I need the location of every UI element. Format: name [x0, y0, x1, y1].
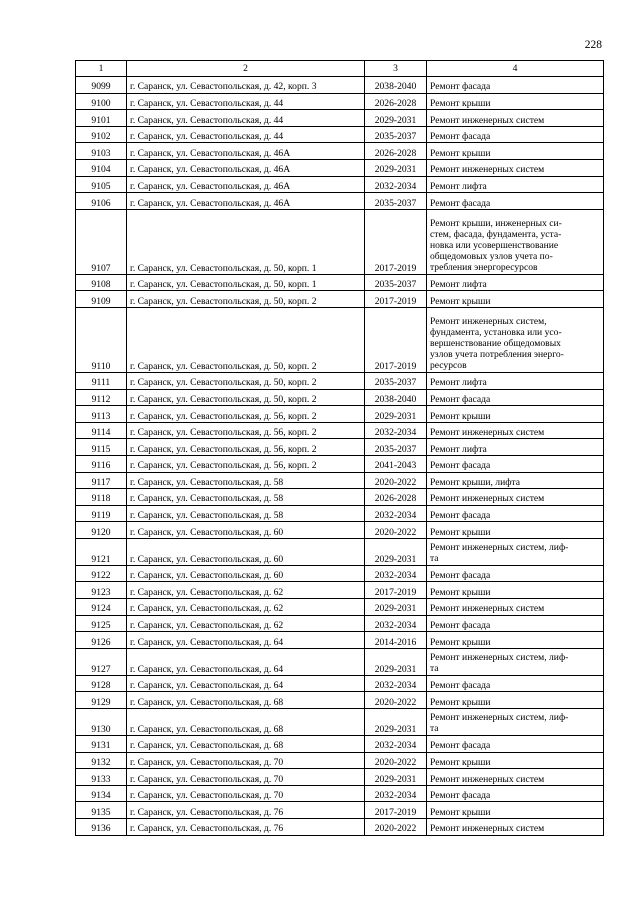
work-type-line: та	[430, 552, 439, 564]
table-row	[76, 615, 604, 632]
row-number-cell: 9115	[76, 439, 127, 456]
work-type-line: вершенствование общедомовых	[430, 338, 561, 350]
work-type-cell	[427, 126, 604, 143]
years-cell: 2020-2022	[365, 752, 427, 769]
table-row	[76, 522, 604, 539]
address-cell: г. Саранск, ул. Севастопольская, д. 60	[127, 538, 365, 565]
table-row	[76, 209, 604, 274]
years-cell: 2017-2019	[365, 802, 427, 819]
years-cell: 2035-2037	[365, 193, 427, 210]
address-cell: г. Саранск, ул. Севастопольская, д. 60	[127, 522, 365, 539]
work-type-cell	[427, 692, 604, 709]
address-cell: г. Саранск, ул. Севастопольская, д. 62	[127, 615, 365, 632]
work-type-cell	[427, 389, 604, 406]
table-row	[76, 752, 604, 769]
years-cell: 2029-2031	[365, 599, 427, 616]
row-number-cell: 9128	[76, 675, 127, 692]
work-type-line: Ремонт фасада	[430, 393, 491, 405]
years-cell: 2035-2037	[365, 126, 427, 143]
work-type-line: требления энергоресурсов	[430, 261, 538, 273]
row-number-cell: 9122	[76, 565, 127, 582]
work-type-line: стем, фасада, фундамента, уста-	[430, 229, 562, 241]
work-type-cell	[427, 648, 604, 675]
row-number-cell: 9111	[76, 372, 127, 389]
address-cell: г. Саранск, ул. Севастопольская, д. 76	[127, 802, 365, 819]
row-number-cell: 9117	[76, 472, 127, 489]
column-header-address: 2	[127, 61, 365, 77]
row-number-cell: 9120	[76, 522, 127, 539]
years-cell: 2035-2037	[365, 372, 427, 389]
work-type-line: Ремонт фасада	[430, 460, 491, 472]
work-type-cell	[427, 422, 604, 439]
work-type-cell	[427, 538, 604, 565]
row-number-cell: 9110	[76, 307, 127, 372]
work-type-line: Ремонт крыши	[430, 757, 491, 769]
years-cell: 2017-2019	[365, 582, 427, 599]
row-number-cell: 9130	[76, 709, 127, 736]
row-number-cell: 9099	[76, 77, 127, 94]
work-type-line: новка или усовершенствование	[430, 240, 559, 252]
work-type-cell	[427, 93, 604, 110]
address-cell: г. Саранск, ул. Севастопольская, д. 50, корп. 2	[127, 291, 365, 308]
address-cell: г. Саранск, ул. Севастопольская, д. 46А	[127, 143, 365, 160]
years-cell: 2017-2019	[365, 291, 427, 308]
table-row	[76, 769, 604, 786]
work-type-cell	[427, 209, 604, 274]
row-number-cell: 9118	[76, 489, 127, 506]
work-type-line: Ремонт крыши	[430, 586, 491, 598]
row-number-cell: 9132	[76, 752, 127, 769]
work-type-line: Ремонт крыши, лифта	[430, 476, 520, 488]
work-type-line: Ремонт фасада	[430, 740, 491, 752]
work-type-cell	[427, 802, 604, 819]
work-type-cell	[427, 769, 604, 786]
address-cell: г. Саранск, ул. Севастопольская, д. 70	[127, 752, 365, 769]
table-row	[76, 143, 604, 160]
years-cell: 2029-2031	[365, 769, 427, 786]
work-type-cell	[427, 176, 604, 193]
years-cell: 2032-2034	[365, 176, 427, 193]
table-row	[76, 406, 604, 423]
work-type-line: узлов учета потребления энерго-	[430, 349, 564, 361]
years-cell: 2020-2022	[365, 522, 427, 539]
work-type-cell	[427, 77, 604, 94]
row-number-cell: 9101	[76, 110, 127, 127]
table-row	[76, 648, 604, 675]
work-type-line: Ремонт инженерных систем	[430, 164, 545, 176]
work-type-line: Ремонт инженерных систем, лиф-	[430, 652, 569, 664]
address-cell: г. Саранск, ул. Севастопольская, д. 42, корп. 3	[127, 77, 365, 94]
table-row	[76, 505, 604, 522]
years-cell: 2014-2016	[365, 632, 427, 649]
years-cell: 2029-2031	[365, 159, 427, 176]
work-type-line: Ремонт фасада	[430, 510, 491, 522]
row-number-cell: 9100	[76, 93, 127, 110]
address-cell: г. Саранск, ул. Севастопольская, д. 62	[127, 599, 365, 616]
work-type-line: Ремонт инженерных систем, лиф-	[430, 712, 569, 724]
row-number-cell: 9119	[76, 505, 127, 522]
table-row	[76, 736, 604, 753]
table-row	[76, 489, 604, 506]
work-type-cell	[427, 675, 604, 692]
address-cell: г. Саранск, ул. Севастопольская, д. 56, корп. 2	[127, 439, 365, 456]
row-number-cell: 9129	[76, 692, 127, 709]
years-cell: 2026-2028	[365, 93, 427, 110]
table-row	[76, 422, 604, 439]
row-number-cell: 9108	[76, 274, 127, 291]
address-cell: г. Саранск, ул. Севастопольская, д. 56, корп. 2	[127, 422, 365, 439]
work-type-line: Ремонт фасада	[430, 620, 491, 632]
years-cell: 2038-2040	[365, 77, 427, 94]
years-cell: 2032-2034	[365, 565, 427, 582]
work-type-cell	[427, 274, 604, 291]
work-type-cell	[427, 819, 604, 836]
years-cell: 2032-2034	[365, 736, 427, 753]
table-row	[76, 565, 604, 582]
row-number-cell: 9114	[76, 422, 127, 439]
table-row	[76, 599, 604, 616]
years-cell: 2026-2028	[365, 489, 427, 506]
work-type-cell	[427, 752, 604, 769]
years-cell: 2032-2034	[365, 615, 427, 632]
work-type-line: Ремонт крыши, инженерных си-	[430, 218, 562, 230]
years-cell: 2017-2019	[365, 209, 427, 274]
work-type-cell	[427, 159, 604, 176]
address-cell: г. Саранск, ул. Севастопольская, д. 46А	[127, 193, 365, 210]
row-number-cell: 9112	[76, 389, 127, 406]
years-cell: 2038-2040	[365, 389, 427, 406]
table-row	[76, 785, 604, 802]
work-type-line: Ремонт лифта	[430, 279, 487, 291]
address-cell: г. Саранск, ул. Севастопольская, д. 58	[127, 489, 365, 506]
work-type-cell	[427, 455, 604, 472]
work-type-line: Ремонт инженерных систем,	[430, 316, 547, 328]
work-type-cell	[427, 489, 604, 506]
work-type-line: Ремонт крыши	[430, 147, 491, 159]
row-number-cell: 9104	[76, 159, 127, 176]
work-type-cell	[427, 615, 604, 632]
years-cell: 2029-2031	[365, 110, 427, 127]
work-type-cell	[427, 736, 604, 753]
work-type-line: Ремонт крыши	[430, 295, 491, 307]
work-type-line: Ремонт крыши	[430, 410, 491, 422]
years-cell: 2041-2043	[365, 455, 427, 472]
address-cell: г. Саранск, ул. Севастопольская, д. 50, корп. 2	[127, 372, 365, 389]
table-row	[76, 193, 604, 210]
table-row	[76, 692, 604, 709]
work-type-cell	[427, 505, 604, 522]
row-number-cell: 9113	[76, 406, 127, 423]
address-cell: г. Саранск, ул. Севастопольская, д. 64	[127, 648, 365, 675]
table-row	[76, 802, 604, 819]
years-cell: 2029-2031	[365, 648, 427, 675]
row-number-cell: 9123	[76, 582, 127, 599]
table-row	[76, 307, 604, 372]
table-row	[76, 291, 604, 308]
address-cell: г. Саранск, ул. Севастопольская, д. 56, корп. 2	[127, 455, 365, 472]
table-row	[76, 439, 604, 456]
address-cell: г. Саранск, ул. Севастопольская, д. 60	[127, 565, 365, 582]
work-type-cell	[427, 143, 604, 160]
row-number-cell: 9102	[76, 126, 127, 143]
work-type-line: общедомовых узлов учета по-	[430, 250, 553, 262]
table-row	[76, 274, 604, 291]
address-cell: г. Саранск, ул. Севастопольская, д. 50, корп. 2	[127, 307, 365, 372]
years-cell: 2026-2028	[365, 143, 427, 160]
address-cell: г. Саранск, ул. Севастопольская, д. 70	[127, 785, 365, 802]
years-cell: 2032-2034	[365, 505, 427, 522]
work-type-line: та	[430, 662, 439, 674]
work-type-line: Ремонт крыши	[430, 806, 491, 818]
address-cell: г. Саранск, ул. Севастопольская, д. 76	[127, 819, 365, 836]
row-number-cell: 9131	[76, 736, 127, 753]
work-type-cell	[427, 472, 604, 489]
work-type-line: Ремонт фасада	[430, 81, 491, 93]
row-number-cell: 9106	[76, 193, 127, 210]
table-header-row	[76, 61, 604, 77]
address-cell: г. Саранск, ул. Севастопольская, д. 50, корп. 2	[127, 389, 365, 406]
address-cell: г. Саранск, ул. Севастопольская, д. 64	[127, 632, 365, 649]
work-type-line: Ремонт фасада	[430, 197, 491, 209]
address-cell: г. Саранск, ул. Севастопольская, д. 44	[127, 110, 365, 127]
work-type-cell	[427, 291, 604, 308]
table-row	[76, 632, 604, 649]
work-type-cell	[427, 406, 604, 423]
work-type-line: Ремонт крыши	[430, 636, 491, 648]
work-type-line: Ремонт фасада	[430, 570, 491, 582]
address-cell: г. Саранск, ул. Севастопольская, д. 44	[127, 126, 365, 143]
address-cell: г. Саранск, ул. Севастопольская, д. 64	[127, 675, 365, 692]
row-number-cell: 9126	[76, 632, 127, 649]
work-type-cell	[427, 632, 604, 649]
work-type-line: Ремонт инженерных систем	[430, 773, 545, 785]
row-number-cell: 9116	[76, 455, 127, 472]
table-row	[76, 819, 604, 836]
column-header-number: 1	[76, 61, 127, 77]
column-header-work: 4	[427, 61, 604, 77]
row-number-cell: 9135	[76, 802, 127, 819]
work-type-line: Ремонт крыши	[430, 526, 491, 538]
repair-schedule-table	[75, 60, 604, 836]
work-type-line: Ремонт фасада	[430, 131, 491, 143]
work-type-line: Ремонт инженерных систем	[430, 114, 545, 126]
years-cell: 2020-2022	[365, 472, 427, 489]
work-type-cell	[427, 522, 604, 539]
address-cell: г. Саранск, ул. Севастопольская, д. 58	[127, 472, 365, 489]
address-cell: г. Саранск, ул. Севастопольская, д. 46А	[127, 159, 365, 176]
table-row	[76, 709, 604, 736]
table-row	[76, 159, 604, 176]
years-cell: 2017-2019	[365, 307, 427, 372]
work-type-line: Ремонт крыши	[430, 97, 491, 109]
row-number-cell: 9105	[76, 176, 127, 193]
work-type-cell	[427, 785, 604, 802]
row-number-cell: 9133	[76, 769, 127, 786]
years-cell: 2032-2034	[365, 785, 427, 802]
work-type-cell	[427, 582, 604, 599]
work-type-line: Ремонт лифта	[430, 377, 487, 389]
table-row	[76, 582, 604, 599]
work-type-cell	[427, 372, 604, 389]
table-row	[76, 93, 604, 110]
address-cell: г. Саранск, ул. Севастопольская, д. 50, корп. 1	[127, 274, 365, 291]
address-cell: г. Саранск, ул. Севастопольская, д. 70	[127, 769, 365, 786]
work-type-line: Ремонт фасада	[430, 680, 491, 692]
row-number-cell: 9134	[76, 785, 127, 802]
column-header-years: 3	[365, 61, 427, 77]
work-type-line: фундамента, установка или усо-	[430, 327, 562, 339]
table-row	[76, 372, 604, 389]
address-cell: г. Саранск, ул. Севастопольская, д. 68	[127, 692, 365, 709]
work-type-cell	[427, 599, 604, 616]
address-cell: г. Саранск, ул. Севастопольская, д. 58	[127, 505, 365, 522]
work-type-line: Ремонт инженерных систем	[430, 823, 545, 835]
address-cell: г. Саранск, ул. Севастопольская, д. 62	[127, 582, 365, 599]
work-type-line: Ремонт фасада	[430, 790, 491, 802]
years-cell: 2035-2037	[365, 274, 427, 291]
years-cell: 2035-2037	[365, 439, 427, 456]
years-cell: 2029-2031	[365, 538, 427, 565]
work-type-cell	[427, 709, 604, 736]
table-row	[76, 110, 604, 127]
work-type-line: Ремонт лифта	[430, 443, 487, 455]
row-number-cell: 9107	[76, 209, 127, 274]
work-type-line: Ремонт лифта	[430, 180, 487, 192]
page-number: 228	[584, 39, 602, 51]
years-cell: 2029-2031	[365, 406, 427, 423]
table-body	[76, 77, 604, 836]
address-cell: г. Саранск, ул. Севастопольская, д. 46А	[127, 176, 365, 193]
work-type-line: Ремонт инженерных систем	[430, 427, 545, 439]
years-cell: 2029-2031	[365, 709, 427, 736]
row-number-cell: 9136	[76, 819, 127, 836]
row-number-cell: 9109	[76, 291, 127, 308]
work-type-cell	[427, 307, 604, 372]
address-cell: г. Саранск, ул. Севастопольская, д. 50, корп. 1	[127, 209, 365, 274]
address-cell: г. Саранск, ул. Севастопольская, д. 68	[127, 709, 365, 736]
row-number-cell: 9125	[76, 615, 127, 632]
table-row	[76, 389, 604, 406]
work-type-line: Ремонт крыши	[430, 696, 491, 708]
table-row	[76, 126, 604, 143]
years-cell: 2020-2022	[365, 819, 427, 836]
address-cell: г. Саранск, ул. Севастопольская, д. 56, корп. 2	[127, 406, 365, 423]
work-type-cell	[427, 439, 604, 456]
row-number-cell: 9103	[76, 143, 127, 160]
work-type-line: Ремонт инженерных систем	[430, 493, 545, 505]
work-type-line: та	[430, 723, 439, 735]
work-type-cell	[427, 110, 604, 127]
table-row	[76, 176, 604, 193]
row-number-cell: 9127	[76, 648, 127, 675]
table-row	[76, 472, 604, 489]
row-number-cell: 9121	[76, 538, 127, 565]
table-row	[76, 455, 604, 472]
address-cell: г. Саранск, ул. Севастопольская, д. 68	[127, 736, 365, 753]
row-number-cell: 9124	[76, 599, 127, 616]
years-cell: 2032-2034	[365, 422, 427, 439]
table-row	[76, 538, 604, 565]
years-cell: 2020-2022	[365, 692, 427, 709]
work-type-line: Ремонт инженерных систем	[430, 603, 545, 615]
table-row	[76, 675, 604, 692]
table-row	[76, 77, 604, 94]
work-type-cell	[427, 565, 604, 582]
work-type-line: Ремонт инженерных систем, лиф-	[430, 542, 569, 554]
work-type-line: ресурсов	[430, 360, 467, 372]
years-cell: 2032-2034	[365, 675, 427, 692]
work-type-cell	[427, 193, 604, 210]
address-cell: г. Саранск, ул. Севастопольская, д. 44	[127, 93, 365, 110]
